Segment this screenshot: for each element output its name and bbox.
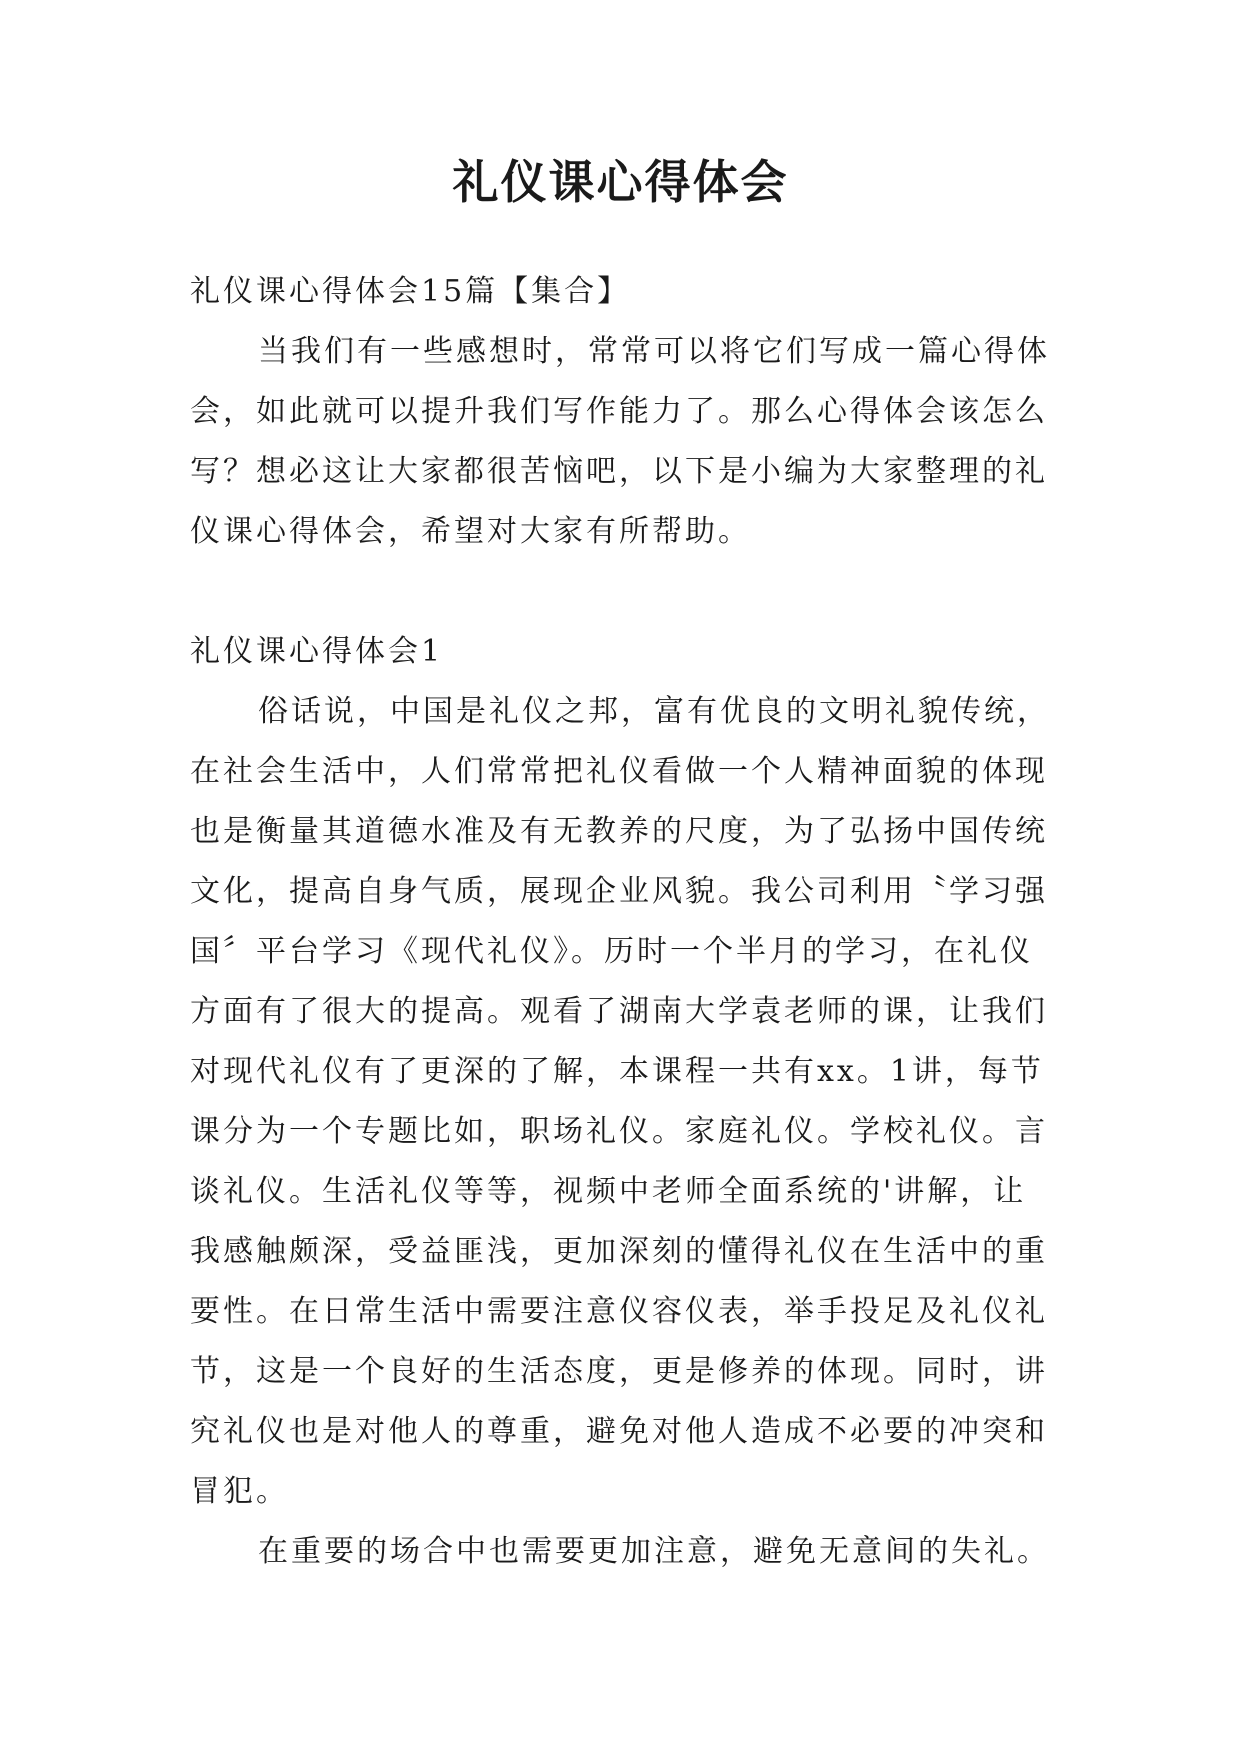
text-line: 我感触颇深，受益匪浅，更加深刻的懂得礼仪在生活中的重 [190,1234,1048,1269]
text-line: 课分为一个专题比如，职场礼仪。家庭礼仪。学校礼仪。言 [190,1114,1048,1149]
paragraph-2 [190,1522,1070,1582]
text-line: 当我们有一些感想时，常常可以将它们写成一篇心得体 [258,334,1050,369]
text-line: 对现代礼仪有了更深的了解，本课程一共有xx。1讲，每节 [190,1054,1044,1089]
document-body [190,262,1070,1582]
section-spacer [190,562,1070,622]
text-line: 要性。在日常生活中需要注意仪容仪表，举手投足及礼仪礼 [190,1294,1048,1329]
text-line: 文化，提高自身气质，展现企业风貌。我公司利用〝学习强 [190,874,1048,909]
text-line: 在社会生活中，人们常常把礼仪看做一个人精神面貌的体现 [190,754,1048,789]
text-line: 俗话说，中国是礼仪之邦，富有优良的文明礼貌传统， [258,694,1050,729]
text-line: 在重要的场合中也需要更加注意，避免无意间的失礼。 [258,1534,1050,1569]
subtitle: 礼仪课心得体会15篇【集合】 [190,274,631,309]
text-line: 究礼仪也是对他人的尊重，避免对他人造成不必要的冲突和 [190,1414,1048,1449]
document-title: 礼仪课心得体会 [452,155,789,209]
text-line: 写？想必这让大家都很苦恼吧，以下是小编为大家整理的礼 [190,454,1048,489]
text-line: 也是衡量其道德水准及有无教养的尺度，为了弘扬中国传统 [190,814,1048,849]
text-line: 方面有了很大的提高。观看了湖南大学袁老师的课，让我们 [190,994,1048,1029]
text-line: 冒犯。 [190,1474,289,1509]
paragraph-1 [190,682,1070,1522]
text-line: 仪课心得体会，希望对大家有所帮助。 [190,514,751,549]
intro-paragraph [190,322,1070,562]
text-line: 会，如此就可以提升我们写作能力了。那么心得体会该怎么 [190,394,1048,429]
text-line: 国〞平台学习《现代礼仪》。历时一个半月的学习，在礼仪 [190,934,1033,969]
text-line: 节，这是一个良好的生活态度，更是修养的体现。同时，讲 [190,1354,1048,1389]
section-heading: 礼仪课心得体会1 [190,634,444,669]
text-line: 谈礼仪。生活礼仪等等，视频中老师全面系统的'讲解，让 [190,1174,1027,1209]
